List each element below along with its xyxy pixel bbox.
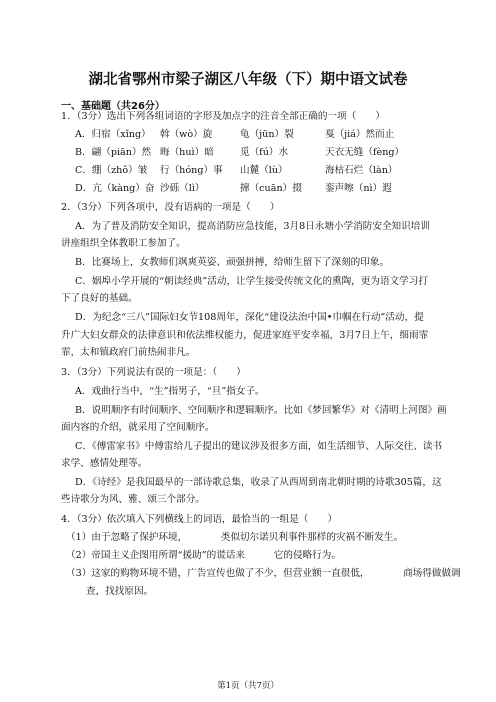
question-3-option-d-line-1: D．《诗经》是我国最早的一部诗歌总集，收录了从西周到南北朝时期的诗歌305篇，这 bbox=[75, 477, 442, 488]
option-c-word-3: 山麓（lù） bbox=[240, 165, 288, 176]
option-c-word-4: 海枯石烂（làn） bbox=[325, 165, 398, 176]
question-3-option-d-line-2: 些诗歌分为风、雅、颂三个部分。 bbox=[61, 494, 205, 505]
question-2-option-d-line-3: 霏，太和镇政府门前热闹非凡。 bbox=[61, 347, 196, 358]
question-3-option-c-line-1: C．《傅雷家书》中傅雷给儿子提出的建议涉及很多方面，如生活细节、人际交往、读书 bbox=[75, 441, 443, 452]
question-2-option-d-line-1: D．为纪念“三八”国际妇女节108周年，深化“建设法治中国•巾帼在行动”活动，提 bbox=[75, 312, 424, 323]
question-2-option-c-line-1: C．姻埠小学开展的“朝读经典”活动，让学生接受传统文化的熏陶，更为语文学习打 bbox=[75, 276, 428, 287]
option-a-word-1: A．归宿（xǐng） bbox=[75, 129, 151, 140]
page-title: 湖北省鄂州市梁子湖区八年级（下）期中语文试卷 bbox=[88, 72, 408, 88]
question-3-option-b-line-2: 面内容的介绍，就采用了空间顺序。 bbox=[61, 422, 215, 433]
question-2-option-d-line-2: 升广大妇女群众的法律意识和依法维权能力，促进家庭平安幸福，3月7日上午，细雨霏 bbox=[61, 330, 429, 341]
question-4-sentence-3-line-2: 查，找找原因。 bbox=[86, 586, 154, 597]
option-b-word-4: 天衣无缝（fèng） bbox=[325, 147, 405, 158]
question-1-stem: 1．（3分）选出下列各组词语的字形及加点字的注音全部正确的一项（ ） bbox=[61, 111, 386, 122]
question-3-stem: 3．（3分）下列说法有误的一项是：（ ） bbox=[61, 367, 246, 378]
option-a-word-3: 龟（jūn）裂 bbox=[240, 129, 294, 140]
question-3-option-b-line-1: B．说明顺序有时间顺序、空间顺序和逻辑顺序。比如《梦回繁华》对《清明上河图》画 bbox=[75, 405, 447, 416]
question-2-option-c-line-2: 下了良好的基础。 bbox=[61, 293, 138, 304]
option-b-word-3: 觅（fú）水 bbox=[240, 147, 289, 158]
option-d-word-1: D．亢（kàng）奋 bbox=[75, 183, 155, 194]
question-4-stem: 4．（3分）依次填入下列横线上的词语，最恰当的一组是（ ） bbox=[61, 514, 338, 525]
section-heading: 一、基础题（共26分） bbox=[61, 101, 165, 112]
option-d-word-3: 撺（cuān）掇 bbox=[240, 183, 302, 194]
question-3-option-a: A．戏曲行当中，“生”指男子，“旦”指女子。 bbox=[75, 386, 265, 397]
option-c-word-1: C．绷（zhǒ）皱 bbox=[75, 165, 148, 176]
option-b-word-1: B．翩（piān）然 bbox=[75, 147, 152, 158]
question-4-sentence-3-line-1: （3）这家的购物环境不错，广告宣传也做了不少，但营业额一直很低， 商场得做做调 bbox=[66, 568, 461, 579]
question-2-option-a-line-1: A．为了普及消防安全知识，提高消防应急技能，3月8日永塘小学消防安全知识培训 bbox=[75, 221, 430, 232]
option-d-word-2: 沙砾（lì） bbox=[160, 183, 205, 194]
question-4-sentence-2: （2）帝国主义企图用所谓“援助”的谎话来 它的侵略行为。 bbox=[66, 550, 341, 561]
page-footer: 第1页（共7页） bbox=[217, 681, 279, 691]
question-2-option-b: B．比赛场上，女教师们飒爽英姿、顽强拼搏，给师生留下了深刻的印象。 bbox=[75, 257, 390, 268]
question-2-option-a-line-2: 讲座组织全体教职工参加了。 bbox=[61, 238, 186, 249]
option-c-word-2: 行（hóng）事 bbox=[160, 165, 223, 176]
option-a-word-4: 戛（jiá）然而止 bbox=[325, 129, 395, 140]
question-4-sentence-1: （1）由于忽略了保护环境， 类似切尔诺贝利事件那样的灾祸不断发生。 bbox=[66, 532, 404, 543]
option-d-word-4: 銮声嚓（nì）遐 bbox=[325, 183, 392, 194]
option-a-word-2: 斡（wò）旋 bbox=[160, 129, 213, 140]
question-2-stem: 2．（3分）下列各项中，没有语病的一项是（ ） bbox=[61, 202, 280, 213]
option-b-word-2: 晦（huì）暗 bbox=[160, 147, 214, 158]
question-3-option-c-line-2: 求学、感情处理等。 bbox=[61, 458, 148, 469]
